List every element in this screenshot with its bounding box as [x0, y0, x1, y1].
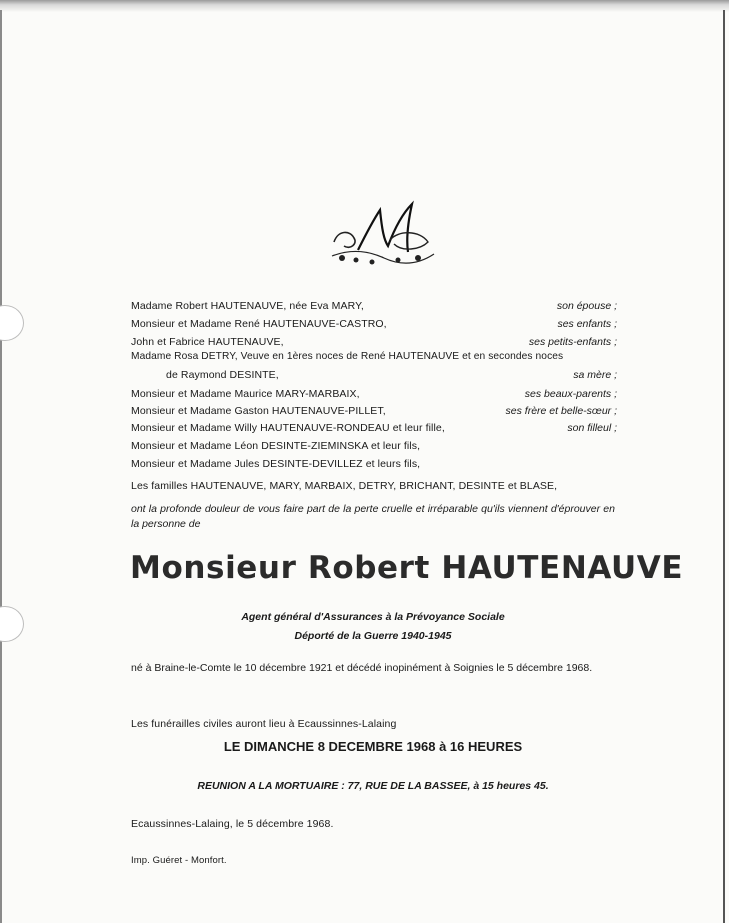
family-line-2: Monsieur et Madame René HAUTENAUVE-CASTRO, — [131, 318, 387, 330]
deceased-name: Monsieur Robert HAUTENAUVE — [130, 550, 684, 586]
family-role-6: ses beaux-parents ; — [524, 388, 617, 400]
funeral-intro: Les funérailles civiles auront lieu à Ecaussinnes-Lalaing — [131, 718, 397, 730]
family-line-7: Monsieur et Madame Gaston HAUTENAUVE-PILLET, — [131, 405, 386, 417]
family-line-5: de Raymond DESINTE, — [166, 369, 279, 381]
scan-top-edge — [0, 0, 729, 12]
family-role-2: ses enfants ; — [557, 318, 617, 330]
svg-text:M: M — [380, 240, 382, 241]
monogram-logo — [328, 200, 438, 270]
profession-line: Agent général d'Assurances à la Prévoyance Sociale — [241, 611, 505, 623]
reunion-line: REUNION A LA MORTUAIRE : 77, RUE DE LA BASSEE, à 15 heures 45. — [197, 780, 549, 792]
family-line-4: Madame Rosa DETRY, Veuve en 1ères noces de René HAUTENAUVE et en secondes noces — [131, 351, 564, 362]
family-role-5: sa mère ; — [573, 369, 617, 381]
deportation-line: Déporté de la Guerre 1940-1945 — [294, 630, 452, 642]
family-line-3: John et Fabrice HAUTENAUVE, — [131, 336, 284, 348]
family-role-1: son épouse ; — [556, 300, 617, 312]
scan-left-edge — [0, 10, 2, 923]
family-line-9: Monsieur et Madame Léon DESINTE-ZIEMINSKA et leur fils, — [131, 440, 421, 452]
place-date: Ecaussinnes-Lalaing, le 5 décembre 1968. — [131, 818, 334, 830]
family-role-8: son filleul ; — [567, 422, 617, 434]
funeral-date: LE DIMANCHE 8 DECEMBRE 1968 à 16 HEURES — [223, 739, 523, 754]
punch-hole-bottom — [0, 606, 24, 642]
family-line-10: Monsieur et Madame Jules DESINTE-DEVILLEZ et leurs fils, — [131, 458, 421, 470]
family-line-8: Monsieur et Madame Willy HAUTENAUVE-RONDEAU et leur fille, — [131, 422, 445, 434]
family-role-3: ses petits-enfants ; — [528, 336, 617, 348]
scan-right-edge — [723, 10, 725, 923]
announcement-text: ont la profonde douleur de vous faire part de la perte cruelle et irréparable qu'ils viennent d'éprouver en la personne de — [131, 503, 615, 530]
family-role-7: ses frère et belle-sœur ; — [505, 405, 617, 417]
family-line-1: Madame Robert HAUTENAUVE, née Eva MARY, — [131, 300, 364, 312]
family-line-6: Monsieur et Madame Maurice MARY-MARBAIX, — [131, 388, 360, 400]
punch-hole-top — [0, 305, 24, 341]
birth-death-text: né à Braine-le-Comte le 10 décembre 1921 et décédé inopinément à Soignies le 5 décembre 1968. — [131, 662, 593, 674]
families-line: Les familles HAUTENAUVE, MARY, MARBAIX, DETRY, BRICHANT, DESINTE et BLASE, — [131, 480, 558, 492]
printer-credit: Imp. Guéret - Monfort. — [131, 855, 227, 866]
